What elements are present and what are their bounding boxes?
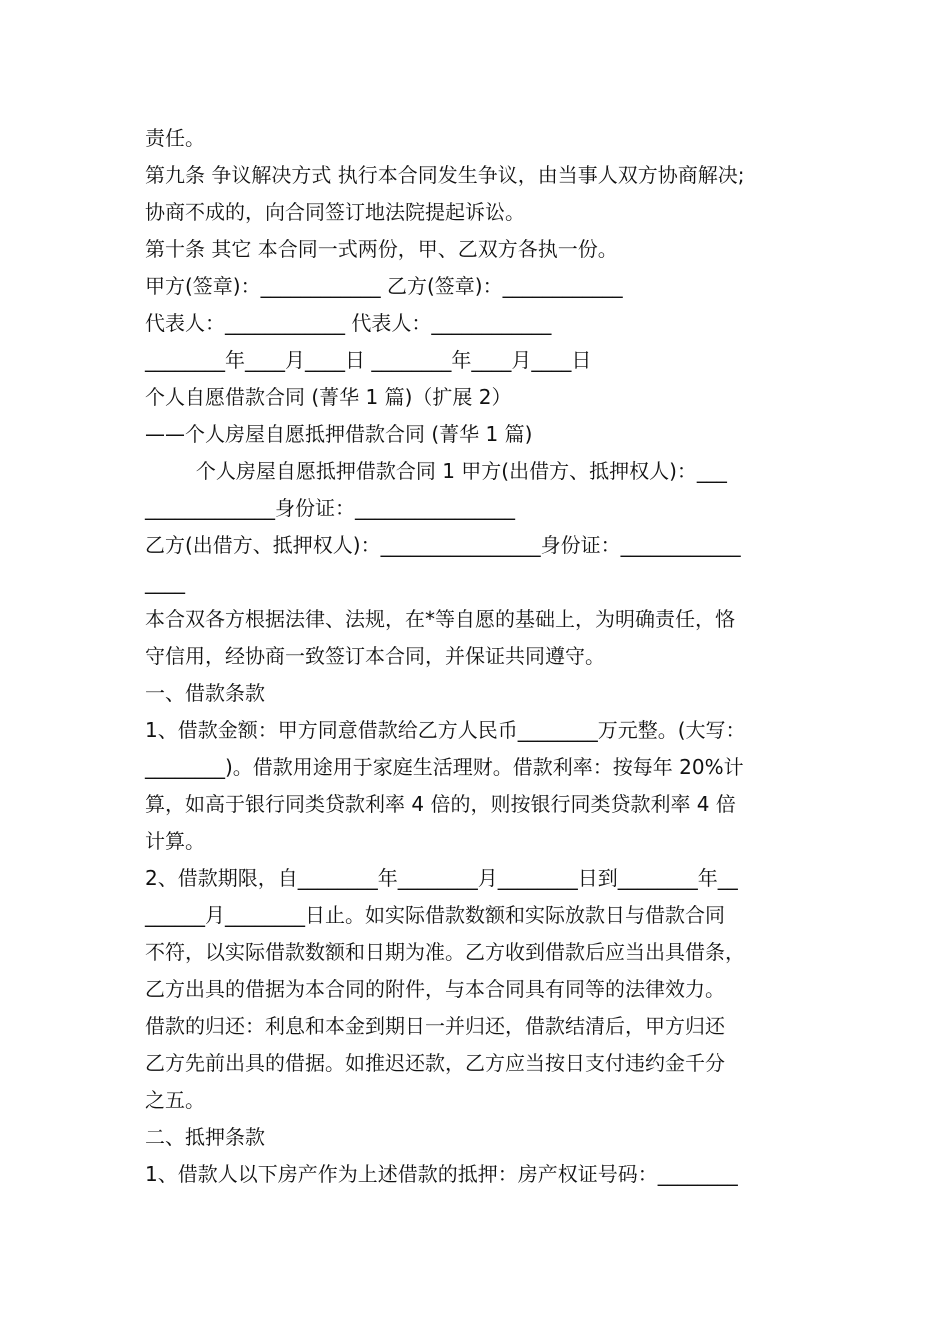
text-line: _____________身份证：________________: [145, 496, 515, 520]
section-title: 个人自愿借款合同 (菁华 1 篇)（扩展 2）: [145, 385, 512, 409]
section-heading: 二、抵押条款: [145, 1125, 265, 1149]
text-line: 1、借款金额：甲方同意借款给乙方人民币________万元整。(大写：: [145, 718, 746, 742]
text-line: 算，如高于银行同类贷款利率 4 倍的，则按银行同类贷款利率 4 倍: [145, 792, 736, 816]
text-line: ________年____月____日 ________年____月____日: [145, 348, 592, 372]
text-line: 借款的归还：利息和本金到期日一并归还，借款结清后，甲方归还: [145, 1014, 725, 1038]
text-line: ____: [145, 570, 185, 594]
text-line: 2、借款期限，自________年________月________日到________年__: [145, 866, 738, 890]
text-line: 乙方先前出具的借据。如推迟还款，乙方应当按日支付违约金千分: [145, 1051, 725, 1075]
text-line: 甲方(签章)：____________ 乙方(签章)：____________: [145, 274, 623, 298]
text-line: 个人房屋自愿抵押借款合同 1 甲方(出借方、抵押权人)：___: [145, 459, 727, 483]
text-line: 计算。: [145, 829, 205, 853]
text-line: 责任。: [145, 126, 205, 150]
text-line: 第九条 争议解决方式 执行本合同发生争议，由当事人双方协商解决;: [145, 163, 745, 187]
text-line: 代表人：____________ 代表人：____________: [145, 311, 552, 335]
text-line: 乙方出具的借据为本合同的附件，与本合同具有同等的法律效力。: [145, 977, 725, 1001]
text-line: 不符，以实际借款数额和日期为准。乙方收到借款后应当出具借条，: [145, 940, 745, 964]
text-line: ________)。借款用途用于家庭生活理财。借款利率：按每年 20%计: [145, 755, 744, 779]
text-line: 本合双各方根据法律、法规，在*等自愿的基础上，为明确责任，恪: [145, 607, 735, 631]
section-heading: 一、借款条款: [145, 681, 265, 705]
text-line: 协商不成的，向合同签订地法院提起诉讼。: [145, 200, 525, 224]
text-line: ______月________日止。如实际借款数额和实际放款日与借款合同: [145, 903, 725, 927]
text-line: 第十条 其它 本合同一式两份，甲、乙双方各执一份。: [145, 237, 618, 261]
section-subtitle: ——个人房屋自愿抵押借款合同 (菁华 1 篇): [145, 422, 533, 446]
text-line: 守信用，经协商一致签订本合同，并保证共同遵守。: [145, 644, 605, 668]
text-line: 1、借款人以下房产作为上述借款的抵押：房产权证号码：________: [145, 1162, 738, 1186]
text-line: 乙方(出借方、抵押权人)：________________身份证：____________: [145, 533, 741, 557]
text-line: 之五。: [145, 1088, 205, 1112]
